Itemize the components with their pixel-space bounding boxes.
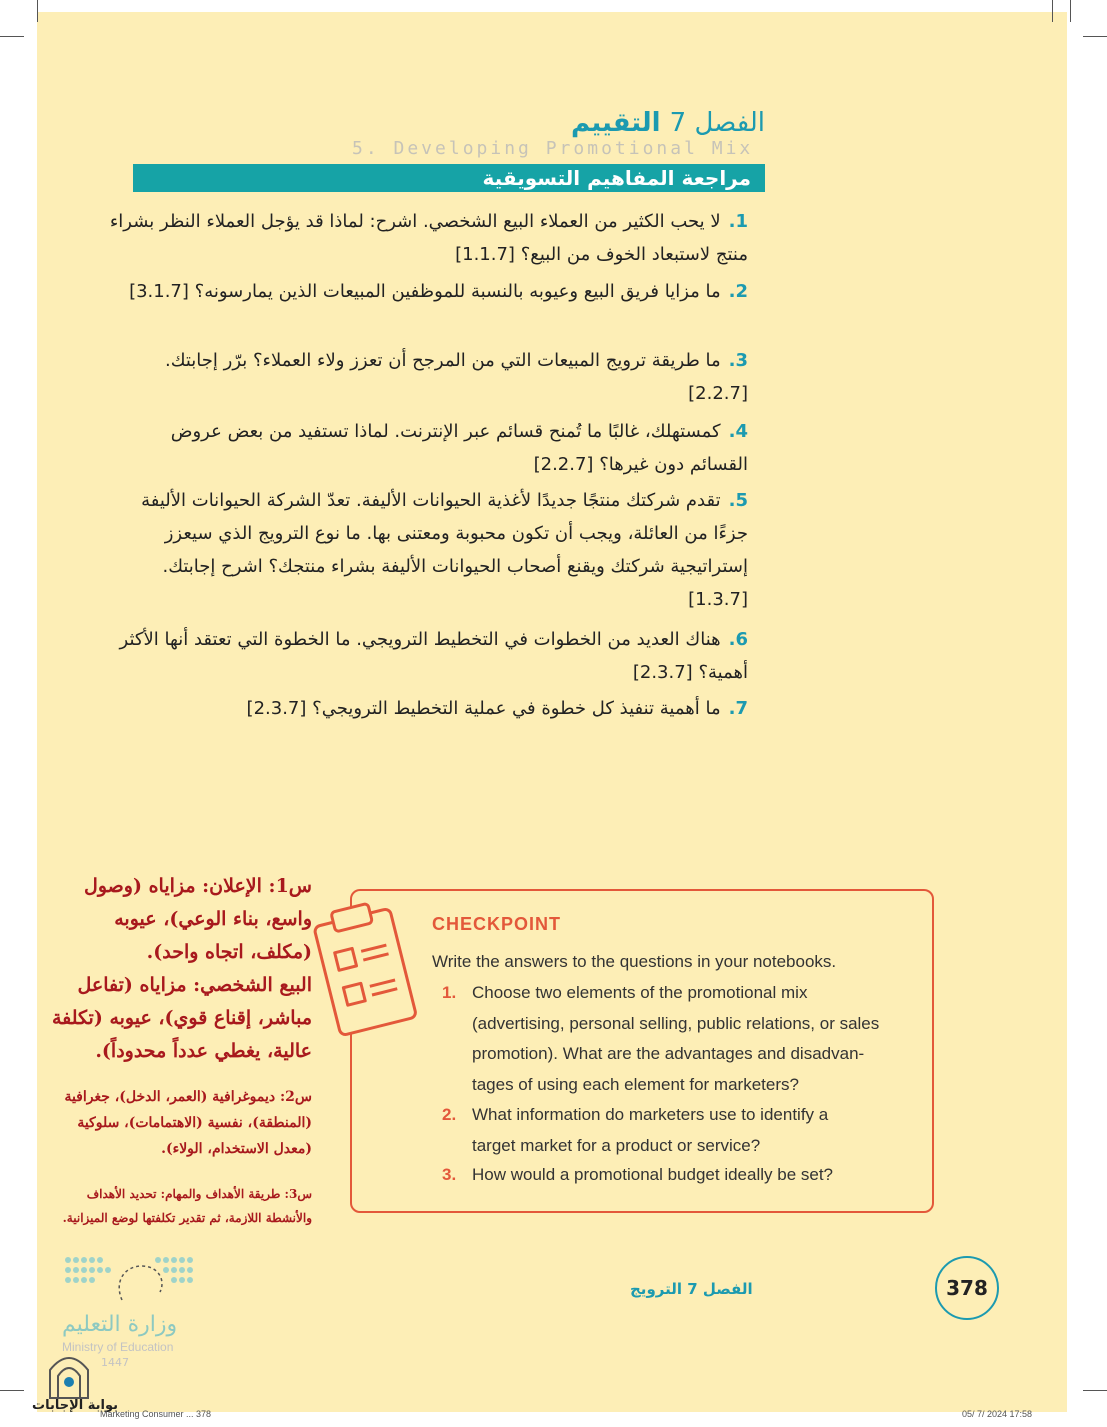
handwritten-line: س1: الإعلان: مزاياه (وصول xyxy=(84,875,312,897)
handwritten-line: (المنطقة)، نفسية (الاهتمامات)، سلوكية xyxy=(77,1115,312,1131)
question-number: 1. xyxy=(728,211,748,232)
question-1 xyxy=(108,205,748,271)
checkpoint-line: How would a promotional budget ideally be set? xyxy=(472,1165,834,1184)
english-ghost-text: 5. Developing Promotional Mix xyxy=(352,138,754,159)
checkpoint-question-2 xyxy=(442,1100,828,1161)
handwritten-line: واسع، بناء الوعي)، عيوبه xyxy=(114,908,312,930)
handwritten-line: والأنشطة اللازمة، ثم تقدير تكلفتها لوضع الميزانية. xyxy=(62,1211,312,1225)
question-number: 3. xyxy=(728,350,748,371)
crop-mark xyxy=(0,1390,24,1391)
question-text: ما طريقة ترويج المبيعات التي من المرجح أن تعزز ولاء العملاء؟ برّر إجابتك. xyxy=(164,350,721,371)
handwritten-answer-1 xyxy=(50,870,312,1068)
checkpoint-question-1 xyxy=(442,978,879,1100)
question-text: ما أهمية تنفيذ كل خطوة في عملية التخطيط الترويجي؟ xyxy=(312,698,721,719)
question-text: كمستهلك، غالبًا ما تُمنح قسائم عبر الإنترنت. لماذا تستفيد من بعض عروض القسائم دون غيرها؟ xyxy=(170,421,748,475)
print-info-left: Marketing Consumer ... 378 xyxy=(100,1409,212,1419)
question-2 xyxy=(108,275,748,308)
question-ref: [2.3.7] xyxy=(246,698,307,719)
handwritten-line: عالية، يغطي عدداً محدوداً). xyxy=(95,1040,312,1062)
question-ref: [3.1.7] xyxy=(129,281,189,302)
question-number: 7. xyxy=(728,698,748,719)
handwritten-answer-2 xyxy=(50,1084,312,1162)
checkpoint-number: 3. xyxy=(442,1165,457,1184)
print-info-right: 05/ 7/ 2024 17:58 xyxy=(962,1409,1033,1419)
crop-mark xyxy=(1070,0,1071,22)
checkpoint-question-3 xyxy=(442,1160,833,1191)
portal-name: بوابة الإجابات xyxy=(32,1398,118,1413)
clipboard-icon xyxy=(312,896,418,1046)
checkpoint-line: What information do marketers use to identify a xyxy=(472,1105,829,1124)
question-number: 5. xyxy=(728,490,748,511)
question-text: تقدم شركتك منتجًا جديدًا لأغذية الحيوانات الأليفة. تعدّ الشركة الحيوانات الأليفة جزءًا من العائلة، ويجب أن تكون محبوبة ومعتنى بها. ما نوع الترويج الذي سيعزز إستراتيجية شركتك ويقنع أصحاب الحيوانات الأليفة بشراء منتجك؟ اشرح إجابتك. xyxy=(141,490,748,577)
question-number: 2. xyxy=(728,281,748,302)
question-number: 6. xyxy=(728,629,748,650)
question-ref: [2.2.7] xyxy=(688,383,748,404)
checkpoint-line: promotion). What are the advantages and disadvan- xyxy=(472,1044,865,1063)
question-4 xyxy=(108,415,748,481)
checkpoint-title: CHECKPOINT xyxy=(432,914,562,934)
crop-mark xyxy=(1083,36,1107,37)
ministry-name: وزارة التعليم xyxy=(62,1312,178,1337)
handwritten-line: (معدل الاستخدام، الولاء). xyxy=(161,1141,312,1157)
crop-mark xyxy=(0,36,24,37)
footer-chapter: الفصل 7 الترويج xyxy=(630,1280,753,1298)
question-7 xyxy=(108,692,748,725)
question-6 xyxy=(108,623,748,689)
handwritten-line: س3: طريقة الأهداف والمهام: تحديد الأهداف xyxy=(86,1187,312,1201)
question-5 xyxy=(108,484,748,616)
ministry-name-en: Ministry of Education xyxy=(62,1340,174,1354)
chapter-label: الفصل 7 xyxy=(669,108,765,138)
year-label: 1447 xyxy=(101,1356,129,1369)
page-number: 378 xyxy=(935,1256,999,1320)
handwritten-line: س2: ديموغرافية (العمر، الدخل)، جغرافية xyxy=(64,1089,312,1105)
ministry-logo-icon xyxy=(62,1252,196,1308)
handwritten-line: مباشر، إقناع قوي)، عيوبه (تكلفة xyxy=(51,1007,312,1029)
checkpoint-line: Choose two elements of the promotional mix xyxy=(472,983,808,1002)
checkpoint-number: 2. xyxy=(442,1105,457,1124)
checkpoint-line: target market for a product or service? xyxy=(472,1135,761,1155)
question-ref: [2.3.7] xyxy=(632,662,693,683)
banner-title: مراجعة المفاهيم التسويقية xyxy=(482,166,751,190)
handwritten-line: البيع الشخصي: مزاياه (تفاعل xyxy=(77,974,312,996)
question-3 xyxy=(108,344,748,410)
chapter-title-text: التقييم xyxy=(570,108,661,138)
checkpoint-intro: Write the answers to the questions in your notebooks. xyxy=(432,952,837,971)
checkpoint-line: tages of using each element for marketers? xyxy=(472,1074,799,1094)
crop-mark xyxy=(1083,1390,1107,1391)
question-ref: [2.2.7] xyxy=(533,454,594,475)
portal-logo-icon xyxy=(46,1350,92,1400)
question-text: هناك العديد من الخطوات في التخطيط الترويجي. ما الخطوة التي تعتقد أنها الأكثر أهمية؟ xyxy=(119,629,748,683)
crop-mark xyxy=(1052,0,1053,22)
question-text: ما مزايا فريق البيع وعيوبه بالنسبة للموظفين المبيعات الذين يمارسونه؟ xyxy=(194,281,721,302)
handwritten-line: (مكلف، اتجاه واحد). xyxy=(146,941,312,963)
crop-mark xyxy=(37,0,38,22)
question-ref: [1.3.7] xyxy=(688,589,748,610)
question-text: لا يحب الكثير من العملاء البيع الشخصي. اشرح: لماذا قد يؤجل العملاء النظر بشراء منتج لاستبعاد الخوف من البيع؟ xyxy=(109,211,748,265)
handwritten-answer-3 xyxy=(50,1182,312,1230)
checkpoint-line: (advertising, personal selling, public relations, or sales xyxy=(472,1013,880,1033)
checkpoint-number: 1. xyxy=(442,983,457,1002)
section-banner xyxy=(133,164,765,192)
question-ref: [1.1.7] xyxy=(455,244,515,265)
chapter-title xyxy=(571,108,765,138)
question-number: 4. xyxy=(728,421,748,442)
